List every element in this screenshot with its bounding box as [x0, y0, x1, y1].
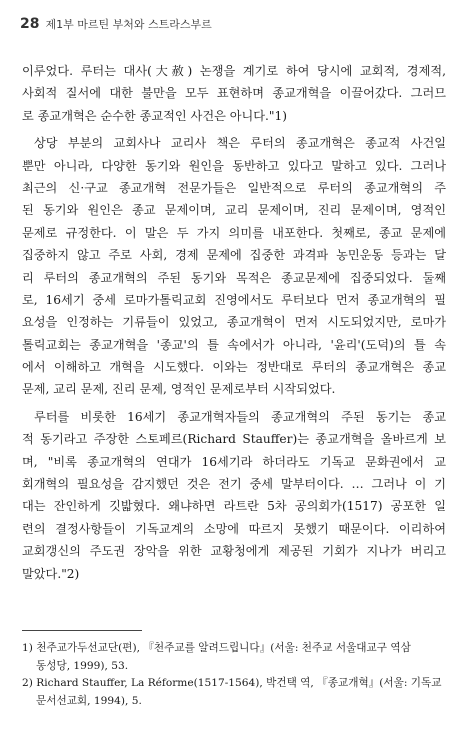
- text-line: 사회적 질서에 대한 불만을 모두 표현하며 종교개혁을 이끌어갔다. 그러므: [22, 86, 446, 101]
- footnote-line: 문서선교회, 1994), 5.: [36, 694, 142, 707]
- footnote: [22, 675, 446, 710]
- text-line: 문제로 규정한다. 이 말은 두 가지 의미를 내포한다. 첫째로, 종교 문제에: [22, 225, 446, 240]
- footnotes: [22, 640, 446, 710]
- text-line: 로 종교개혁은 순수한 종교적인 사건은 아니다."1): [22, 108, 288, 123]
- page-number: 28: [20, 16, 40, 32]
- paragraph: [22, 60, 446, 127]
- text-line: 에서 이해하고 개혁을 시도했다. 이와는 정반대로 루터의 종교개혁은 종교: [22, 360, 446, 375]
- footnote-line: 1) 천주교가두선교단(편), 『천주교를 알려드립니다』(서울: 천주교 서울대교구 역삼: [22, 642, 411, 654]
- text-line: 회개혁의 필요성을 감지했던 것은 전기 중세 말부터이다. … 그러나 이 기: [22, 477, 446, 492]
- text-line: 말았다."2): [22, 566, 80, 581]
- text-line: 톨릭교회는 종교개혁을 '종교'의 틀 속에서가 아니라, '윤리'(도덕)의 틀 속: [22, 337, 446, 352]
- text-line: 집중하지 않고 주로 사회, 경제 문제에 집중한 과격파 농민운동 등과는 달: [22, 248, 446, 263]
- footnote-line: 2) Richard Stauffer, La Réforme(1517-1564), 박건택 역, 『종교개혁』(서울: 기독교: [22, 677, 442, 689]
- text-line: 로, 16세기 중세 로마가톨릭교회 진영에서도 루터보다 먼저 종교개혁의 필: [22, 292, 446, 307]
- footnote: [22, 640, 446, 675]
- main-text: [22, 60, 446, 585]
- text-line: 리 루터의 종교개혁의 주된 동기와 목적은 종교문제에 집중되었다. 둘째: [22, 270, 446, 285]
- text-line: 이루었다. 루터는 대사(大赦) 논쟁을 계기로 하여 당시에 교회적, 경제적,: [22, 64, 446, 78]
- text-line: 뿐만 아니라, 다양한 동기와 원인을 동반하고 있다고 말하고 있다. 그러나: [22, 158, 446, 173]
- text-line: 된 동기와 원인은 종교 문제이며, 교리 문제이며, 진리 문제이며, 영적인: [22, 203, 446, 218]
- footnote-line: 동성당, 1999), 53.: [36, 659, 129, 672]
- text-line: 루터를 비롯한 16세기 종교개혁자들의 종교개혁의 주된 동기는 종교: [34, 409, 446, 424]
- running-title: 제1부 마르틴 부처와 스트라스부르: [45, 18, 212, 31]
- text-line: 요성을 인정하는 기류들이 있었고, 종교개혁이 먼저 시도되었지만, 로마가: [22, 315, 446, 330]
- text-line: 문제, 교리 문제, 진리 문제, 영적인 문제로부터 시작되었다.: [22, 382, 336, 397]
- text-line: 적 동기라고 주장한 스토페르(Richard Stauffer)는 종교개혁을 올바르게 보: [22, 432, 446, 447]
- footnote-divider: [22, 630, 142, 631]
- text-line: 교회갱신의 주도권 장악을 위한 교황청에게 제공된 기회가 지나가 버리고: [22, 544, 446, 559]
- text-line: 며, "비록 종교개혁의 연대가 16세기라 하더라도 기독교 문화권에서 교: [22, 454, 446, 469]
- text-line: 최근의 신·구교 종교개혁 전문가들은 일반적으로 루터의 종교개혁의 주: [22, 180, 446, 195]
- text-line: 련의 결정사항들이 기독교계의 소망에 따르지 못했기 때문이다. 이리하여: [22, 521, 446, 536]
- text-line: 상당 부분의 교회사나 교리사 책은 루터의 종교개혁은 종교적 사건일: [34, 136, 446, 151]
- text-line: 대는 잔인하게 깃밟혔다. 왜냐하면 라트란 5차 공의회가(1517) 공포한 일: [22, 499, 446, 514]
- paragraph: [22, 132, 446, 401]
- running-header: [20, 16, 212, 32]
- paragraph: [22, 406, 446, 585]
